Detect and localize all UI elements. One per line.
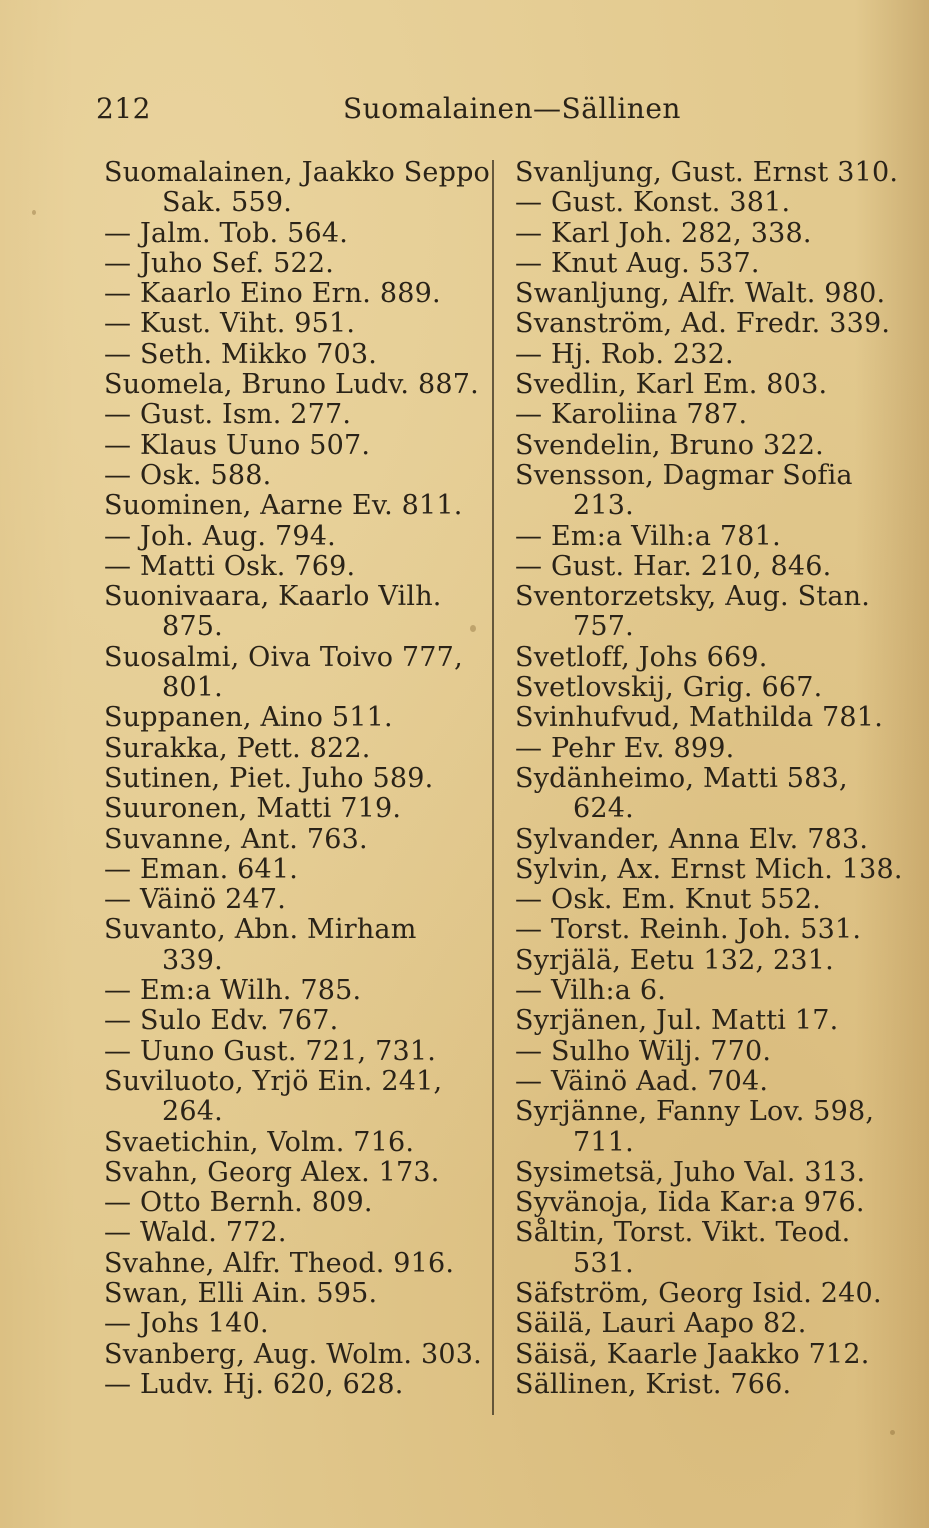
index-entry: Suomalainen, Jaakko Seppo: [104, 157, 491, 188]
index-entry: — Eman. 641.: [104, 853, 299, 885]
index-entry-continuation: Sak. 559.: [162, 187, 293, 219]
index-entry: — Ludv. Hj. 620, 628.: [104, 1368, 404, 1400]
index-entry: Suviluoto, Yrjö Ein. 241,: [104, 1065, 443, 1097]
index-entry: — Kaarlo Eino Ern. 889.: [104, 278, 441, 310]
index-entry: Suuronen, Matti 719.: [104, 793, 402, 825]
index-entry: Surakka, Pett. 822.: [104, 732, 371, 764]
index-entry: Svendelin, Bruno 322.: [515, 429, 824, 461]
index-entry: Syrjänne, Fanny Lov. 598,: [515, 1096, 875, 1128]
index-entry: Säfström, Georg Isid. 240.: [515, 1277, 882, 1309]
index-entry-continuation: 339.: [162, 944, 223, 976]
index-entry: Svetlovskij, Grig. 667.: [515, 672, 823, 704]
index-entry: Syrjänen, Jul. Matti 17.: [515, 1005, 839, 1037]
right-column: [515, 157, 903, 1400]
index-entry: — Karl Joh. 282, 338.: [515, 217, 812, 249]
index-entry-continuation: 801.: [162, 672, 223, 704]
index-entry: — Juho Sef. 522.: [104, 247, 335, 279]
index-entry: — Em:a Vilh:a 781.: [515, 520, 781, 552]
index-entry: Suominen, Aarne Ev. 811.: [104, 490, 463, 522]
paper-speck: [32, 210, 36, 215]
index-entry: Svahn, Georg Alex. 173.: [104, 1156, 440, 1188]
index-entry: — Karoliina 787.: [515, 399, 748, 431]
index-entry: Sällinen, Krist. 766.: [515, 1368, 792, 1400]
index-entry-continuation: 757.: [573, 611, 634, 643]
index-entry: — Vilh:a 6.: [515, 975, 667, 1007]
index-entry: Svanström, Ad. Fredr. 339.: [515, 308, 891, 340]
index-entry: Svanberg, Aug. Wolm. 303.: [104, 1338, 482, 1370]
index-entry: — Em:a Wilh. 785.: [104, 975, 362, 1007]
page-header: [96, 92, 681, 132]
index-entry: Sventorzetsky, Aug. Stan.: [515, 581, 870, 613]
index-entry-continuation: 264.: [162, 1096, 223, 1128]
index-entry: Sylvin, Ax. Ernst Mich. 138.: [515, 853, 903, 885]
index-entry: — Kust. Viht. 951.: [104, 308, 356, 340]
index-entry: Sylvander, Anna Elv. 783.: [515, 823, 869, 855]
index-entry: — Hj. Rob. 232.: [515, 338, 734, 370]
index-entry: Svetloff, Johs 669.: [515, 641, 768, 673]
index-entry: Svaetichin, Volm. 716.: [104, 1126, 415, 1158]
index-entry: Suppanen, Aino 511.: [104, 702, 393, 734]
index-entry: Svinhufvud, Mathilda 781.: [515, 702, 883, 734]
index-entry: — Otto Bernh. 809.: [104, 1187, 373, 1219]
index-entry: — Klaus Uuno 507.: [104, 429, 371, 461]
column-divider: [492, 160, 494, 1415]
index-entry: Sutinen, Piet. Juho 589.: [104, 762, 434, 794]
index-entry: Swan, Elli Ain. 595.: [104, 1277, 378, 1309]
index-entry: Suvanne, Ant. 763.: [104, 823, 368, 855]
running-head: Suomalainen—Sällinen: [343, 92, 681, 125]
index-entry: Syrjälä, Eetu 132, 231.: [515, 944, 834, 976]
index-entry: — Pehr Ev. 899.: [515, 732, 735, 764]
index-entry: Suonivaara, Kaarlo Vilh.: [104, 581, 442, 613]
index-entry-continuation: 711.: [573, 1126, 634, 1158]
index-entry: — Joh. Aug. 794.: [104, 520, 336, 552]
index-entry: — Gust. Konst. 381.: [515, 187, 791, 219]
index-entry: — Jalm. Tob. 564.: [104, 217, 349, 249]
index-entry: Såltin, Torst. Vikt. Teod.: [515, 1217, 851, 1249]
index-entry: — Gust. Har. 210, 846.: [515, 550, 832, 582]
index-entry: — Wald. 772.: [104, 1217, 287, 1249]
index-entry: — Sulho Wilj. 770.: [515, 1035, 772, 1067]
index-entry: Säilä, Lauri Aapo 82.: [515, 1308, 807, 1340]
index-entry: — Uuno Gust. 721, 731.: [104, 1035, 436, 1067]
index-entry: — Väinö Aad. 704.: [515, 1065, 769, 1097]
index-entry: Sysimetsä, Juho Val. 313.: [515, 1156, 866, 1188]
index-entry: Svensson, Dagmar Sofia: [515, 459, 853, 491]
index-entry: — Osk. 588.: [104, 459, 272, 491]
index-entry: — Seth. Mikko 703.: [104, 338, 378, 370]
index-entry: Sydänheimo, Matti 583,: [515, 762, 848, 794]
index-entry: — Johs 140.: [104, 1308, 269, 1340]
index-entry: Suomela, Bruno Ludv. 887.: [104, 369, 479, 401]
index-entry: Suosalmi, Oiva Toivo 777,: [104, 641, 463, 673]
index-entry: — Sulo Edv. 767.: [104, 1005, 339, 1037]
paper-speck: [890, 1430, 895, 1435]
index-entry: Syvänoja, Iida Kar:a 976.: [515, 1187, 865, 1219]
index-entry: Suvanto, Abn. Mirham: [104, 914, 417, 946]
index-entry: — Osk. Em. Knut 552.: [515, 884, 822, 916]
index-entry: — Torst. Reinh. Joh. 531.: [515, 914, 862, 946]
index-entry: Säisä, Kaarle Jaakko 712.: [515, 1338, 870, 1370]
page-number: 212: [96, 92, 151, 125]
paper-speck: [470, 625, 476, 632]
index-entry: — Gust. Ism. 277.: [104, 399, 352, 431]
index-entry-continuation: 624.: [573, 793, 634, 825]
index-entry: Swanljung, Alfr. Walt. 980.: [515, 278, 886, 310]
left-column: [104, 157, 491, 1400]
index-entry: — Matti Osk. 769.: [104, 550, 356, 582]
index-entry-continuation: 875.: [162, 611, 223, 643]
index-entry: — Väinö 247.: [104, 884, 287, 916]
index-entry-continuation: 213.: [573, 490, 634, 522]
index-entry-continuation: 531.: [573, 1247, 634, 1279]
index-entry: Svedlin, Karl Em. 803.: [515, 369, 828, 401]
index-entry: Svanljung, Gust. Ernst 310.: [515, 157, 899, 188]
index-entry: — Knut Aug. 537.: [515, 247, 760, 279]
index-entry: Svahne, Alfr. Theod. 916.: [104, 1247, 455, 1279]
